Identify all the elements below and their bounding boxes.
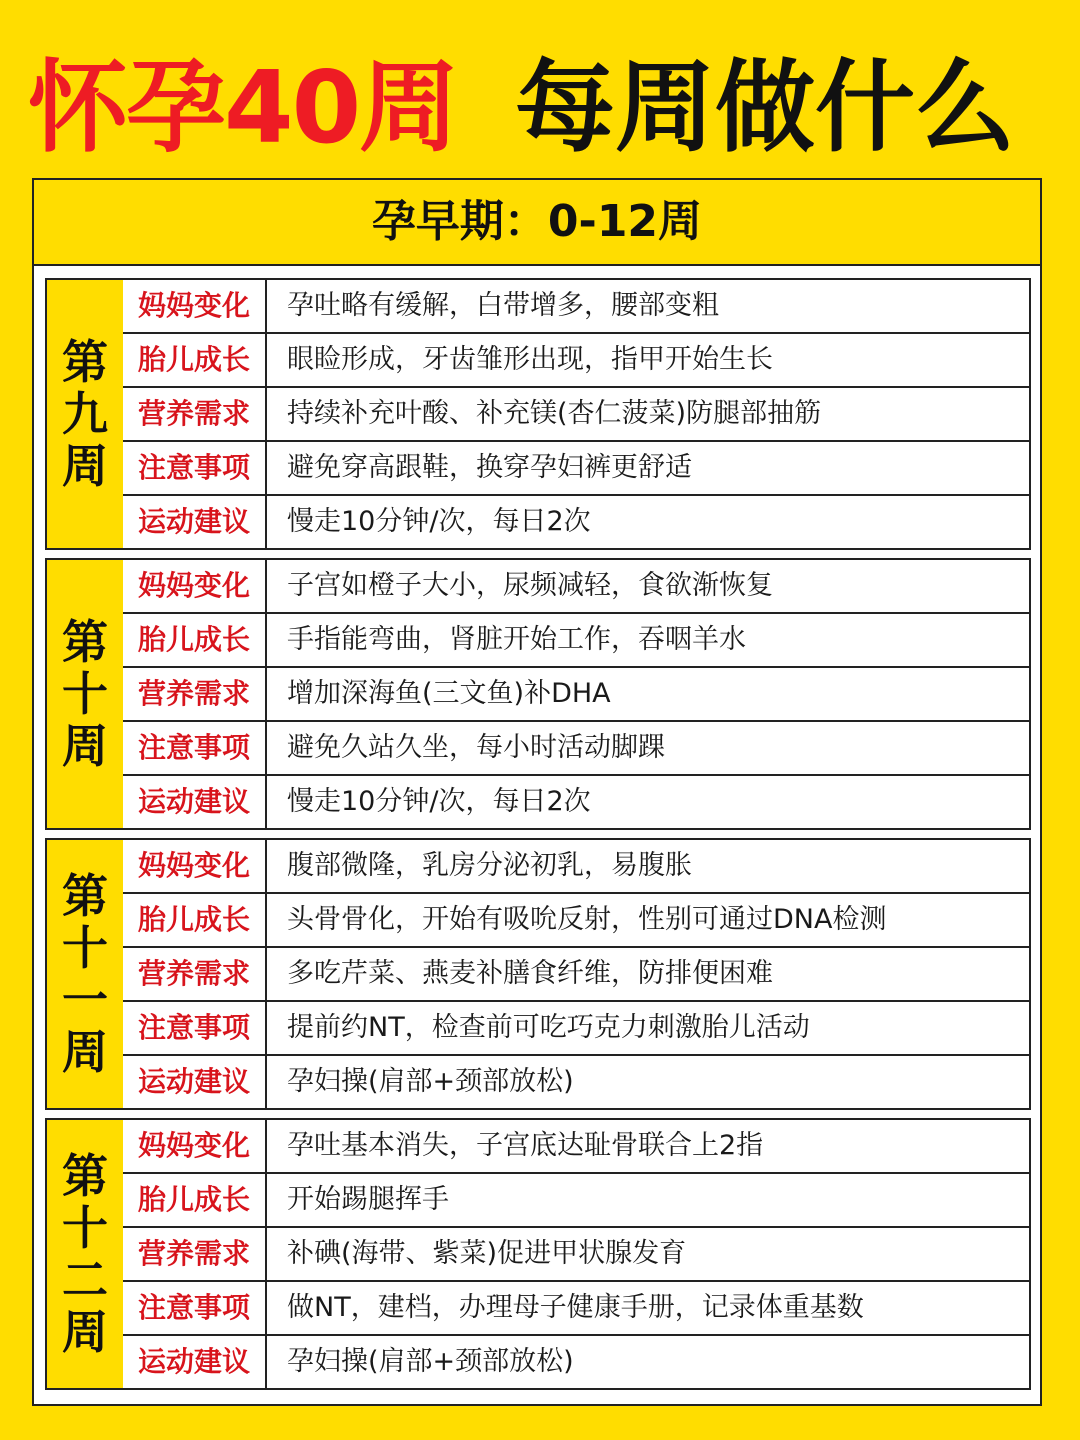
category-label: 妈妈变化 <box>123 560 267 612</box>
category-label: 胎儿成长 <box>123 1174 267 1226</box>
row-content: 避免久站久坐，每小时活动脚踝 <box>287 732 665 763</box>
table-row <box>123 560 1029 614</box>
week-label-char: 周 <box>62 719 108 773</box>
category-label: 妈妈变化 <box>123 840 267 892</box>
row-content: 孕吐略有缓解，白带增多，腰部变粗 <box>287 290 719 321</box>
title-highlight: 怀孕40周 <box>28 49 458 166</box>
category-label: 胎儿成长 <box>123 334 267 386</box>
week-label <box>47 560 123 828</box>
row-content: 孕妇操(肩部+颈部放松) <box>287 1346 574 1377</box>
table-row <box>123 614 1029 668</box>
week-label <box>47 840 123 1108</box>
row-content: 腹部微隆，乳房分泌初乳，易腹胀 <box>287 850 692 881</box>
row-content: 手指能弯曲，肾脏开始工作，吞咽羊水 <box>287 624 746 655</box>
row-content: 慢走10分钟/次，每日2次 <box>287 506 591 537</box>
table-row <box>123 1056 1029 1110</box>
week-label-char: 第 <box>62 335 108 389</box>
table-row <box>123 1120 1029 1174</box>
row-content: 增加深海鱼(三文鱼)补DHA <box>287 678 611 709</box>
row-content: 孕妇操(肩部+颈部放松) <box>287 1066 574 1097</box>
category-label: 胎儿成长 <box>123 894 267 946</box>
category-label: 胎儿成长 <box>123 614 267 666</box>
table-row <box>123 496 1029 550</box>
week-label-char: 一 <box>62 973 108 1027</box>
row-content: 头骨骨化，开始有吸吮反射，性别可通过DNA检测 <box>287 904 887 935</box>
table-row <box>123 1002 1029 1056</box>
week-label-char: 周 <box>62 439 108 493</box>
row-content: 持续补充叶酸、补充镁(杏仁菠菜)防腿部抽筋 <box>287 398 822 429</box>
table-row <box>123 388 1029 442</box>
row-content: 避免穿高跟鞋，换穿孕妇裤更舒适 <box>287 452 692 483</box>
week-label-char: 二 <box>62 1253 108 1307</box>
week-rows <box>123 1120 1029 1388</box>
row-content: 做NT，建档，办理母子健康手册，记录体重基数 <box>287 1292 864 1323</box>
category-label: 营养需求 <box>123 668 267 720</box>
page-title <box>0 48 1080 168</box>
week-label-char: 十 <box>62 921 108 975</box>
week-label-char: 周 <box>62 1025 108 1079</box>
table-row <box>123 1336 1029 1390</box>
phase-heading: 孕早期：0-12周 <box>34 180 1040 266</box>
row-content: 子宫如橙子大小，尿频减轻，食欲渐恢复 <box>287 570 773 601</box>
table-row <box>123 722 1029 776</box>
row-content: 提前约NT，检查前可吃巧克力刺激胎儿活动 <box>287 1012 810 1043</box>
table-row <box>123 894 1029 948</box>
row-content: 慢走10分钟/次，每日2次 <box>287 786 591 817</box>
table-row <box>123 668 1029 722</box>
category-label: 运动建议 <box>123 1056 267 1110</box>
table-row <box>123 1228 1029 1282</box>
row-content: 开始踢腿挥手 <box>287 1184 449 1215</box>
schedule-panel <box>32 178 1042 1406</box>
table-row <box>123 840 1029 894</box>
table-row <box>123 1282 1029 1336</box>
table-row <box>123 776 1029 830</box>
category-label: 营养需求 <box>123 948 267 1000</box>
category-label: 注意事项 <box>123 722 267 774</box>
table-row <box>123 334 1029 388</box>
row-content: 多吃芹菜、燕麦补膳食纤维，防排便困难 <box>287 958 773 989</box>
week-block-10 <box>45 558 1031 830</box>
week-label <box>47 1120 123 1388</box>
week-label-char: 周 <box>62 1305 108 1359</box>
week-label-char: 十 <box>62 667 108 721</box>
week-label <box>47 280 123 548</box>
week-block-11 <box>45 838 1031 1110</box>
table-row <box>123 1174 1029 1228</box>
category-label: 营养需求 <box>123 1228 267 1280</box>
week-block-12 <box>45 1118 1031 1390</box>
category-label: 妈妈变化 <box>123 280 267 332</box>
title-main: 每周做什么 <box>515 49 1015 166</box>
category-label: 注意事项 <box>123 442 267 494</box>
category-label: 运动建议 <box>123 496 267 550</box>
week-rows <box>123 280 1029 548</box>
week-label-char: 第 <box>62 1149 108 1203</box>
week-block-9 <box>45 278 1031 550</box>
table-row <box>123 948 1029 1002</box>
week-label-char: 九 <box>62 387 108 441</box>
table-row <box>123 280 1029 334</box>
category-label: 注意事项 <box>123 1282 267 1334</box>
week-label-char: 十 <box>62 1201 108 1255</box>
category-label: 注意事项 <box>123 1002 267 1054</box>
table-row <box>123 442 1029 496</box>
week-label-char: 第 <box>62 869 108 923</box>
week-rows <box>123 840 1029 1108</box>
category-label: 运动建议 <box>123 1336 267 1390</box>
week-label-char: 第 <box>62 615 108 669</box>
category-label: 营养需求 <box>123 388 267 440</box>
category-label: 运动建议 <box>123 776 267 830</box>
row-content: 补碘(海带、紫菜)促进甲状腺发育 <box>287 1238 687 1269</box>
row-content: 眼睑形成，牙齿雏形出现，指甲开始生长 <box>287 344 773 375</box>
week-rows <box>123 560 1029 828</box>
category-label: 妈妈变化 <box>123 1120 267 1172</box>
row-content: 孕吐基本消失，子宫底达耻骨联合上2指 <box>287 1130 764 1161</box>
